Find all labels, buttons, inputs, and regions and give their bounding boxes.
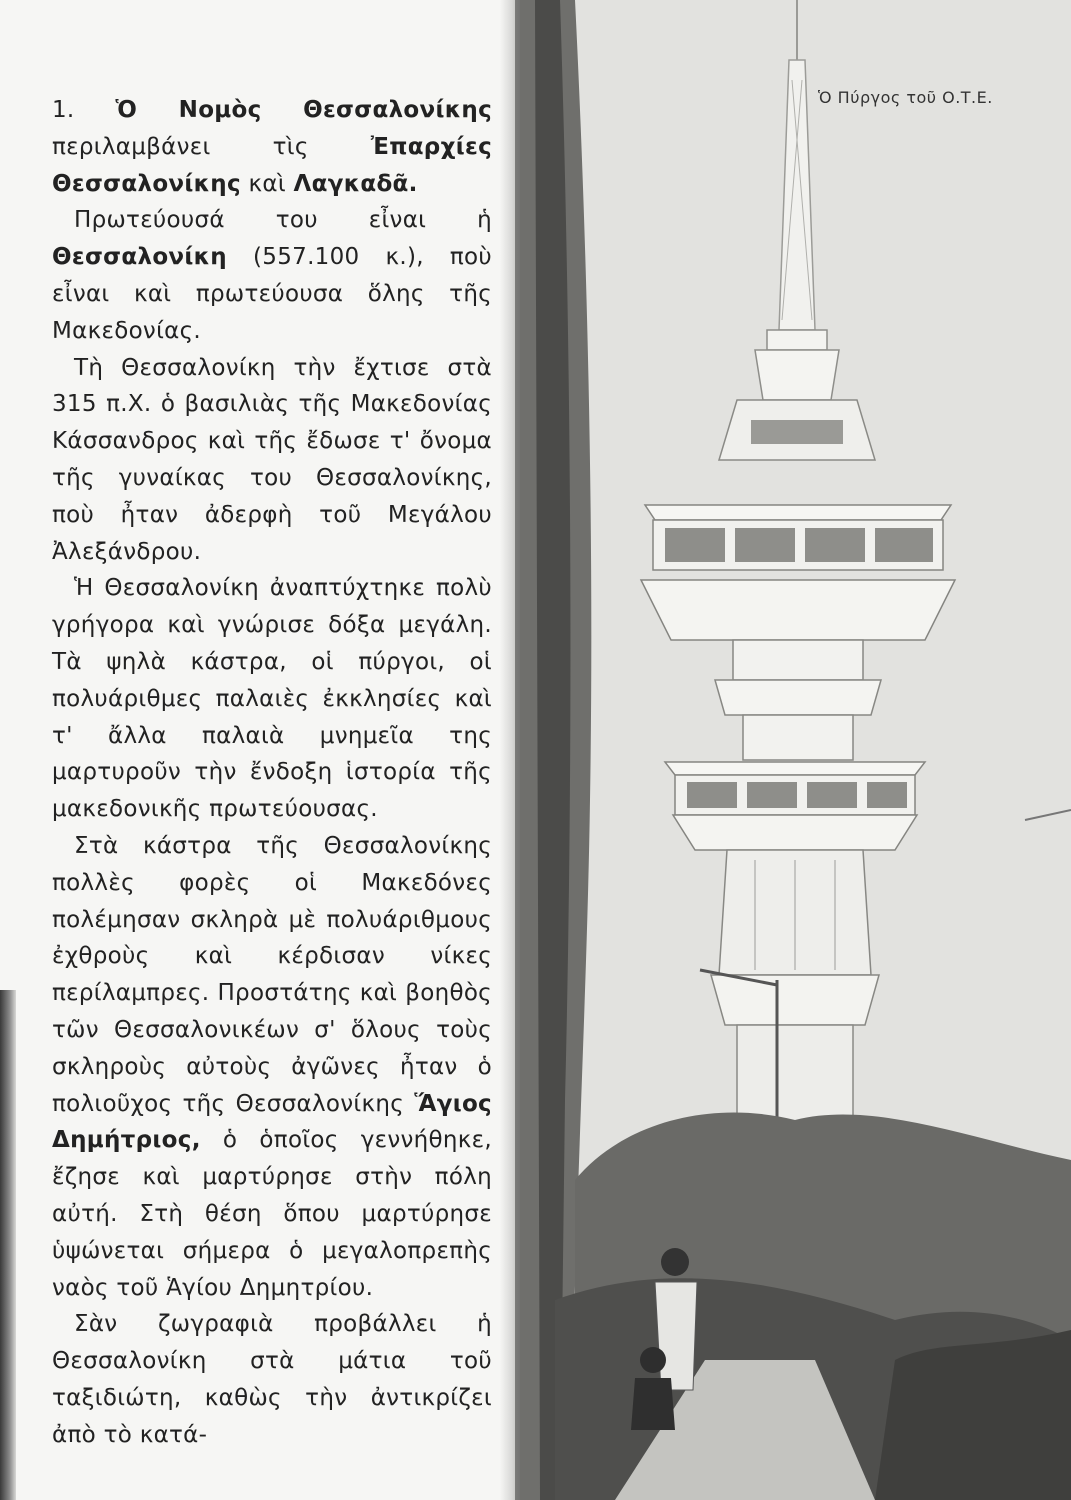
paragraph bbox=[52, 570, 492, 828]
text-run: καὶ bbox=[240, 170, 294, 197]
text-column bbox=[0, 0, 515, 1500]
bold-term: Ὁ Νομὸς Θεσσαλονίκης bbox=[115, 97, 493, 123]
paragraph bbox=[52, 92, 492, 202]
body-text bbox=[52, 92, 492, 1453]
text-run: Τὴ Θεσσαλονίκη τὴν ἔχτισε στὰ 315 π.Χ. ὁ βασιλιὰς τῆς Μακεδονίας Κάσσανδρος καὶ τῆς ἔδωσε τ' ὄνομα τῆς γυναίκας του Θεσσαλονίκης, ποὺ ἦταν ἀδερφὴ τοῦ Μεγάλου Ἀλεξάνδρου. bbox=[52, 354, 492, 565]
paragraph bbox=[52, 350, 492, 571]
tower-photograph bbox=[515, 0, 1071, 1500]
ote-tower-illustration bbox=[515, 0, 1071, 1500]
text-run: 1. bbox=[52, 97, 116, 123]
bold-term: Λαγκαδᾶ. bbox=[293, 170, 418, 197]
text-run: Πρωτεύουσά του εἶναι ἡ bbox=[74, 207, 492, 234]
text-run: ὁ ὁποῖος γεννήθηκε, ἔζησε καὶ μαρτύρησε στὴν πόλη αὐτή. Στὴ θέση ὅπου μαρτύρησε ὑψώνεται σήμερα ὁ μεγαλοπρεπὴς ναὸς τοῦ Ἁγίου Δημητρίου. bbox=[52, 1127, 492, 1301]
text-run: Στὰ κάστρα τῆς Θεσσαλονίκης πολλὲς φορὲς οἱ Μακεδόνες πολέμησαν σκληρὰ μὲ πολυάριθμους ἐχθροὺς καὶ κέρδισαν νίκες περίλαμπρες. Προστάτης καὶ βοηθὸς τῶν Θεσσαλονικέων σ' ὅλους τοὺς σκληροὺς αὐτοὺς ἀγῶνες ἦταν ὁ πολιοῦχος τῆς Θεσσαλονίκης bbox=[52, 832, 492, 1117]
photo-caption: Ὁ Πύργος τοῦ Ο.Τ.Ε. bbox=[818, 88, 993, 107]
text-run: Σὰν ζωγραφιὰ προβάλλει ἡ Θεσσαλονίκη στὰ μάτια τοῦ ταξιδιώτη, καθὼς τὴν ἀντικρίζει ἀπὸ τὸ κατά- bbox=[52, 1311, 492, 1448]
text-run: περιλαμβάνει τὶς bbox=[52, 133, 371, 160]
adjacent-page-edge bbox=[0, 990, 16, 1500]
text-run: Ἡ Θεσσαλονίκη ἀναπτύχτηκε πολὺ γρήγορα καὶ γνώρισε δόξα μεγάλη. Τὰ ψηλὰ κάστρα, οἱ πύργοι, οἱ πολυάριθμες παλαιὲς ἐκκλησίες καὶ τ' ἄλλα παλαιὰ μνημεῖα της μαρτυροῦν τὴν ἔνδοξη ἱστορία τῆς μακεδονικῆς πρωτεύουσας. bbox=[52, 575, 492, 823]
paragraph bbox=[52, 828, 492, 1306]
paragraph bbox=[52, 202, 492, 349]
bold-term: Ἅγιος Δημήτριος, bbox=[52, 1090, 492, 1154]
bold-term: Θεσσαλονίκη bbox=[52, 244, 227, 271]
page-gutter-shadow bbox=[500, 0, 520, 1500]
paragraph bbox=[52, 1306, 492, 1453]
bold-term: Ἐπαρχίες Θεσσαλονίκης bbox=[52, 133, 492, 197]
text-run: (557.100 κ.), ποὺ εἶναι καὶ πρωτεύουσα ὅλης τῆς Μακεδονίας. bbox=[52, 244, 492, 344]
